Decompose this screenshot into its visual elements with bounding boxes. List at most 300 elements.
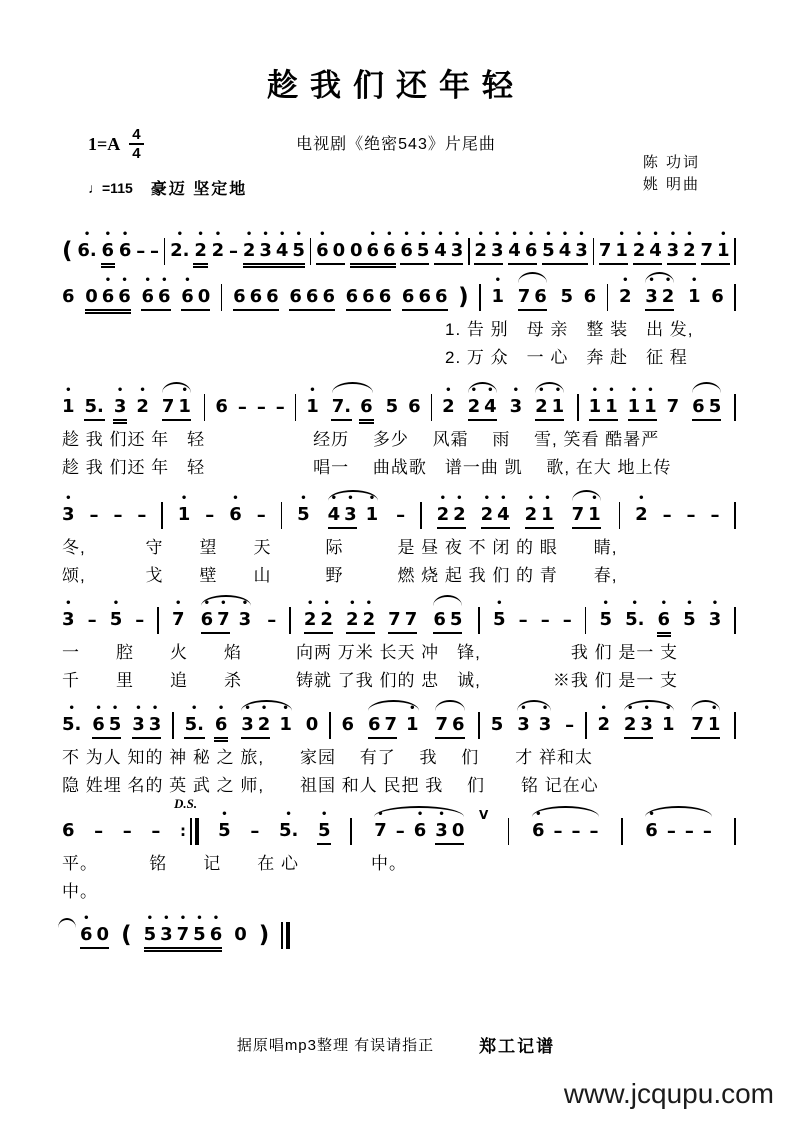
note <box>178 385 191 418</box>
beam-underline <box>214 737 229 743</box>
octave-dot: • <box>144 275 151 286</box>
duration-dash: – <box>113 504 123 526</box>
note-digit: 6 <box>62 286 75 307</box>
music-line <box>62 264 736 314</box>
note-digit: 6 <box>209 924 223 945</box>
barline <box>172 712 174 739</box>
duration-dash: – <box>710 504 720 526</box>
beam-group <box>242 229 305 262</box>
note <box>132 703 145 736</box>
subtitle: 电视剧《绝密543》片尾曲 <box>296 136 496 153</box>
beam-group <box>434 229 464 262</box>
beam-underline <box>80 947 109 950</box>
note-digit: 7 <box>176 924 190 945</box>
note-digit: 0 <box>197 286 211 307</box>
octave-dot: • <box>664 275 672 286</box>
note-digit: 6 <box>141 286 154 307</box>
note <box>645 809 658 842</box>
note-digit: 2 <box>436 504 450 525</box>
note-digit: 6 <box>266 286 279 307</box>
note <box>493 598 506 631</box>
slur-group <box>371 809 467 842</box>
beam-group <box>542 229 588 262</box>
octave-dot: • <box>535 809 542 820</box>
note <box>85 286 98 308</box>
note <box>209 913 223 946</box>
octave-dot: • <box>212 913 220 924</box>
note-digit: 0 <box>96 924 110 945</box>
duration-dash: – <box>589 820 599 842</box>
note-digit: 5 <box>108 714 122 735</box>
note-digit: 6 <box>400 240 413 261</box>
note-digit: 6 <box>524 240 538 261</box>
beam-group <box>303 598 333 631</box>
note <box>259 229 272 262</box>
octave-dot: • <box>686 598 693 609</box>
octave-dot: • <box>179 913 187 924</box>
note <box>644 385 657 418</box>
note <box>572 504 585 526</box>
note <box>374 809 387 842</box>
note <box>435 286 448 308</box>
barline <box>585 607 587 634</box>
beam-group <box>467 385 497 418</box>
note <box>452 820 465 842</box>
octave-dot: • <box>652 229 659 240</box>
beam-underline <box>435 843 464 846</box>
beam-underline <box>535 419 564 422</box>
octave-dot: • <box>365 598 373 609</box>
slur-group <box>515 286 550 308</box>
note <box>532 809 545 842</box>
note-digit: 2 <box>362 609 376 630</box>
beam-underline <box>331 419 352 422</box>
note <box>450 229 464 262</box>
barline <box>221 284 223 311</box>
line-block-3 <box>62 374 736 480</box>
note-digit: 2 <box>635 504 648 525</box>
note <box>242 229 256 262</box>
beam-underline <box>437 527 466 530</box>
note <box>442 385 455 418</box>
duration-dash: – <box>94 820 104 842</box>
lyric-row: 冬, 守 望 天 际 是 昼 夜 不 闭 的 眼 睛, <box>62 538 618 557</box>
note <box>368 714 381 736</box>
note-digit: 5. <box>84 396 104 417</box>
note <box>306 286 319 308</box>
time-signature-denominator: 4 <box>132 145 141 162</box>
note-digit: 2 <box>524 504 538 525</box>
duration-dash: – <box>89 504 99 526</box>
note-digit: 6 <box>215 396 228 417</box>
note-digit: 1 <box>588 396 602 417</box>
octave-dot: • <box>409 703 416 714</box>
note-digit: 6 <box>345 286 359 307</box>
note <box>77 229 97 262</box>
note-digit: 2 <box>683 240 696 261</box>
note-digit: 6 <box>118 286 131 307</box>
note-digit: 6 <box>362 286 375 307</box>
beam-group <box>132 703 162 736</box>
note <box>234 924 247 946</box>
note-digit: 2 <box>467 396 481 417</box>
note <box>289 286 302 308</box>
note-digit: 2 <box>136 396 149 417</box>
octave-dot: • <box>135 703 142 714</box>
note-digit: 2 <box>346 609 359 630</box>
repeat-dots: : <box>180 822 187 840</box>
note-digit: 2 <box>194 240 207 261</box>
note-digit: 4 <box>275 240 289 261</box>
octave-dot: • <box>456 493 463 504</box>
note <box>275 229 289 262</box>
music-line <box>62 218 736 268</box>
octave-dot: • <box>438 809 445 820</box>
note-digit: 1 <box>365 504 379 525</box>
beam-group <box>632 229 662 262</box>
octave-dot: • <box>176 229 184 240</box>
beam-underline <box>304 632 333 635</box>
octave-dot: • <box>386 229 393 240</box>
octave-dot: • <box>541 703 549 714</box>
octave-dot: • <box>377 809 384 820</box>
lyric-row: 一 腔 火 焰 向两 万米 长天 冲 锋, 我 们 是一 支 <box>62 643 679 662</box>
note-digit: 5 <box>292 240 305 261</box>
duration-dash: – <box>662 504 672 526</box>
note <box>92 703 105 736</box>
note-digit: 4 <box>434 240 447 261</box>
note <box>619 275 632 308</box>
note-digit: 6 <box>101 240 115 261</box>
slur-group <box>238 703 295 736</box>
beam-group <box>435 714 464 736</box>
barline <box>734 284 736 311</box>
beam-group <box>700 229 730 262</box>
note-digit: 6 <box>434 286 448 307</box>
octave-dot: • <box>691 275 698 286</box>
barline <box>164 238 166 265</box>
note-digit: 5 <box>708 396 722 417</box>
note <box>416 229 430 262</box>
note <box>170 229 190 262</box>
octave-dot: • <box>494 229 501 240</box>
lyric-row: 1. 告 别 母 亲 整 装 出 发, <box>445 320 694 339</box>
octave-dot: • <box>68 703 75 714</box>
note <box>490 229 504 262</box>
slur-group <box>432 714 467 736</box>
line-block-2 <box>62 264 736 370</box>
note <box>640 703 653 736</box>
note-digit: 0 <box>349 240 363 261</box>
note <box>691 714 704 736</box>
barline <box>431 394 433 421</box>
composer-credit: 姚 明曲 <box>642 176 700 193</box>
octave-dot: • <box>638 493 645 504</box>
note-digit: 5 <box>109 609 123 630</box>
note <box>683 598 696 631</box>
octave-dot: • <box>285 809 292 820</box>
beam-underline <box>201 632 230 635</box>
note <box>118 229 132 262</box>
tempo-expression: 豪迈 坚定地 <box>150 181 248 198</box>
note <box>635 493 648 526</box>
beam-underline <box>132 737 161 740</box>
note-digit: 2 <box>320 609 333 630</box>
note-digit: 1 <box>661 714 675 735</box>
transcriber-logo: 郑工记谱 <box>479 1037 556 1056</box>
note <box>524 493 538 526</box>
beam-underline <box>691 737 720 740</box>
note-digit: 6 <box>316 240 329 261</box>
duration-dash: – <box>553 820 563 842</box>
note-digit: 7 <box>388 609 401 630</box>
beam-group <box>645 275 675 308</box>
note <box>560 286 573 308</box>
note <box>214 703 228 736</box>
note-digit: 4 <box>558 240 572 261</box>
note-digit: 5 <box>449 609 463 630</box>
octave-dot: • <box>500 493 507 504</box>
note-digit: 1 <box>62 396 75 417</box>
octave-dot: • <box>112 598 120 609</box>
note <box>322 286 335 308</box>
octave-dot: • <box>278 229 286 240</box>
note-digit: 6 <box>451 714 465 735</box>
beam-underline <box>435 737 464 740</box>
note-digit: 4 <box>327 504 341 525</box>
note <box>383 229 396 262</box>
beam-underline <box>645 309 674 312</box>
beam-group <box>316 229 346 262</box>
octave-dot: • <box>470 385 478 396</box>
beam-underline <box>518 309 547 312</box>
note-digit: 7 <box>517 286 531 307</box>
beam-group <box>85 275 131 308</box>
note-digit: 3 <box>509 396 523 417</box>
beam-group <box>535 385 565 418</box>
octave-dot: • <box>494 275 501 286</box>
beam-underline <box>289 309 335 312</box>
note <box>306 385 319 418</box>
octave-dot: • <box>121 275 128 286</box>
note-digit: 5. <box>62 714 82 735</box>
line-block-6 <box>62 692 736 798</box>
octave-dot: • <box>180 493 188 504</box>
octave-dot: • <box>163 913 170 924</box>
note-digit: 3 <box>538 714 552 735</box>
music-line <box>62 692 736 742</box>
octave-dot: • <box>151 703 159 714</box>
note <box>346 598 359 631</box>
note-digit: 7 <box>571 504 585 525</box>
note <box>402 286 415 308</box>
duration-dash: – <box>205 504 215 526</box>
note <box>292 229 305 262</box>
slur-group <box>159 385 194 418</box>
note <box>362 598 376 631</box>
slur-group <box>514 703 554 736</box>
note-digit: 6 <box>413 820 427 841</box>
note <box>279 703 292 736</box>
barline <box>734 238 736 265</box>
line-block-5 <box>62 587 736 693</box>
beam-underline <box>368 737 397 740</box>
note-digit: 1 <box>279 714 292 735</box>
octave-dot: • <box>643 703 650 714</box>
note-digit: 3 <box>435 820 448 841</box>
note-digit: 4 <box>484 396 497 417</box>
line-block-1 <box>62 218 736 268</box>
note <box>467 385 481 418</box>
octave-dot: • <box>626 703 634 714</box>
note-digit: 7 <box>435 714 448 735</box>
note-digit: 2 <box>632 240 646 261</box>
slur-group <box>365 703 422 736</box>
octave-dot: • <box>116 385 124 396</box>
duration-dash: – <box>571 820 581 842</box>
barline-thin <box>190 818 192 845</box>
octave-dot: • <box>369 229 376 240</box>
octave-dot: • <box>419 229 427 240</box>
slur-group <box>621 703 678 736</box>
octave-dot: • <box>600 703 607 714</box>
note <box>436 493 450 526</box>
beam-underline <box>346 309 392 312</box>
beam-underline <box>572 527 601 530</box>
note-digit: 6 <box>583 286 597 307</box>
octave-dot: • <box>104 229 111 240</box>
beam-underline <box>589 419 618 422</box>
note <box>575 229 588 262</box>
beam-underline <box>317 843 332 846</box>
octave-dot: • <box>197 229 204 240</box>
octave-dot: • <box>139 385 146 396</box>
beam-group <box>402 286 448 308</box>
note-digit: 2 <box>242 240 256 261</box>
note <box>538 703 552 736</box>
barline <box>508 818 510 845</box>
note <box>171 598 185 631</box>
note <box>524 229 538 262</box>
octave-dot: • <box>262 229 269 240</box>
note <box>627 385 641 418</box>
note-digit: 6 <box>229 504 242 525</box>
note <box>709 396 722 418</box>
time-signature-numerator: 4 <box>129 127 143 145</box>
octave-dot: • <box>622 275 629 286</box>
octave-dot: • <box>618 229 625 240</box>
slur-group <box>529 809 602 842</box>
note <box>625 598 645 631</box>
note <box>667 396 680 418</box>
note-digit: 5 <box>542 240 555 261</box>
octave-dot: • <box>403 229 410 240</box>
octave-dot: • <box>221 809 228 820</box>
note <box>62 385 75 418</box>
beam-group <box>433 609 462 631</box>
octave-dot: • <box>648 809 655 820</box>
octave-dot: • <box>561 229 569 240</box>
note <box>645 275 658 308</box>
note-digit: 6 <box>249 286 263 307</box>
note <box>542 229 555 262</box>
barline <box>289 607 291 634</box>
slur-group <box>689 396 724 418</box>
note-digit: 6 <box>360 396 373 417</box>
note-digit: 6 <box>711 286 724 307</box>
note <box>450 609 463 631</box>
note-digit: 3 <box>241 714 254 735</box>
note-digit: 2 <box>480 504 494 525</box>
barline <box>734 818 736 845</box>
octave-dot: • <box>544 493 551 504</box>
parenthesis: ( <box>62 238 73 264</box>
note <box>657 598 671 631</box>
octave-dot: • <box>241 598 249 609</box>
octave-dot: • <box>453 229 461 240</box>
octave-dot: • <box>282 703 289 714</box>
duration-dash: – <box>562 609 572 631</box>
barline <box>468 238 470 265</box>
note-digit: 6 <box>401 286 415 307</box>
beam-underline <box>359 419 374 425</box>
octave-dot: • <box>483 493 491 504</box>
note <box>278 809 299 842</box>
note-digit: 1 <box>551 396 565 417</box>
octave-dot: • <box>330 493 338 504</box>
note <box>517 703 530 736</box>
ds-label: D.S. <box>174 795 198 811</box>
octave-dot: • <box>323 598 330 609</box>
note <box>534 286 547 308</box>
duration-dash: – <box>396 504 406 526</box>
note <box>599 240 612 262</box>
beam-group <box>181 275 211 308</box>
barline <box>157 607 159 634</box>
barline <box>585 712 587 739</box>
beam-group <box>161 385 191 418</box>
note <box>148 703 162 736</box>
octave-dot: • <box>416 809 424 820</box>
lyric-row: 趁 我 们还 年 轻 经历 多少 风霜 雨 雪, 笑看 酷暑严 <box>62 430 660 449</box>
note-digit: 1 <box>707 714 721 735</box>
beam-group <box>508 229 538 262</box>
note-digit: 2 <box>623 714 637 735</box>
octave-dot: • <box>591 493 598 504</box>
note-digit: 0 <box>234 924 247 945</box>
note <box>366 229 380 262</box>
barline <box>621 818 623 845</box>
note-digit: 7 <box>404 609 418 630</box>
breath-mark: V <box>478 808 489 822</box>
octave-dot: • <box>545 229 552 240</box>
line-block-4 <box>62 482 736 588</box>
tempo-row <box>88 176 247 199</box>
note-digit: 7. <box>331 396 352 417</box>
beam-group <box>141 275 171 308</box>
duration-dash: – <box>540 609 550 631</box>
beam-group <box>436 493 466 526</box>
tempo-mark: ♩=115 <box>88 179 133 196</box>
note <box>306 714 319 736</box>
note <box>484 385 497 418</box>
note-digit: 3 <box>490 240 504 261</box>
slur-group <box>569 493 604 526</box>
note <box>342 714 355 736</box>
barline <box>734 607 736 634</box>
note <box>80 913 93 946</box>
note-digit: 7 <box>700 240 714 261</box>
